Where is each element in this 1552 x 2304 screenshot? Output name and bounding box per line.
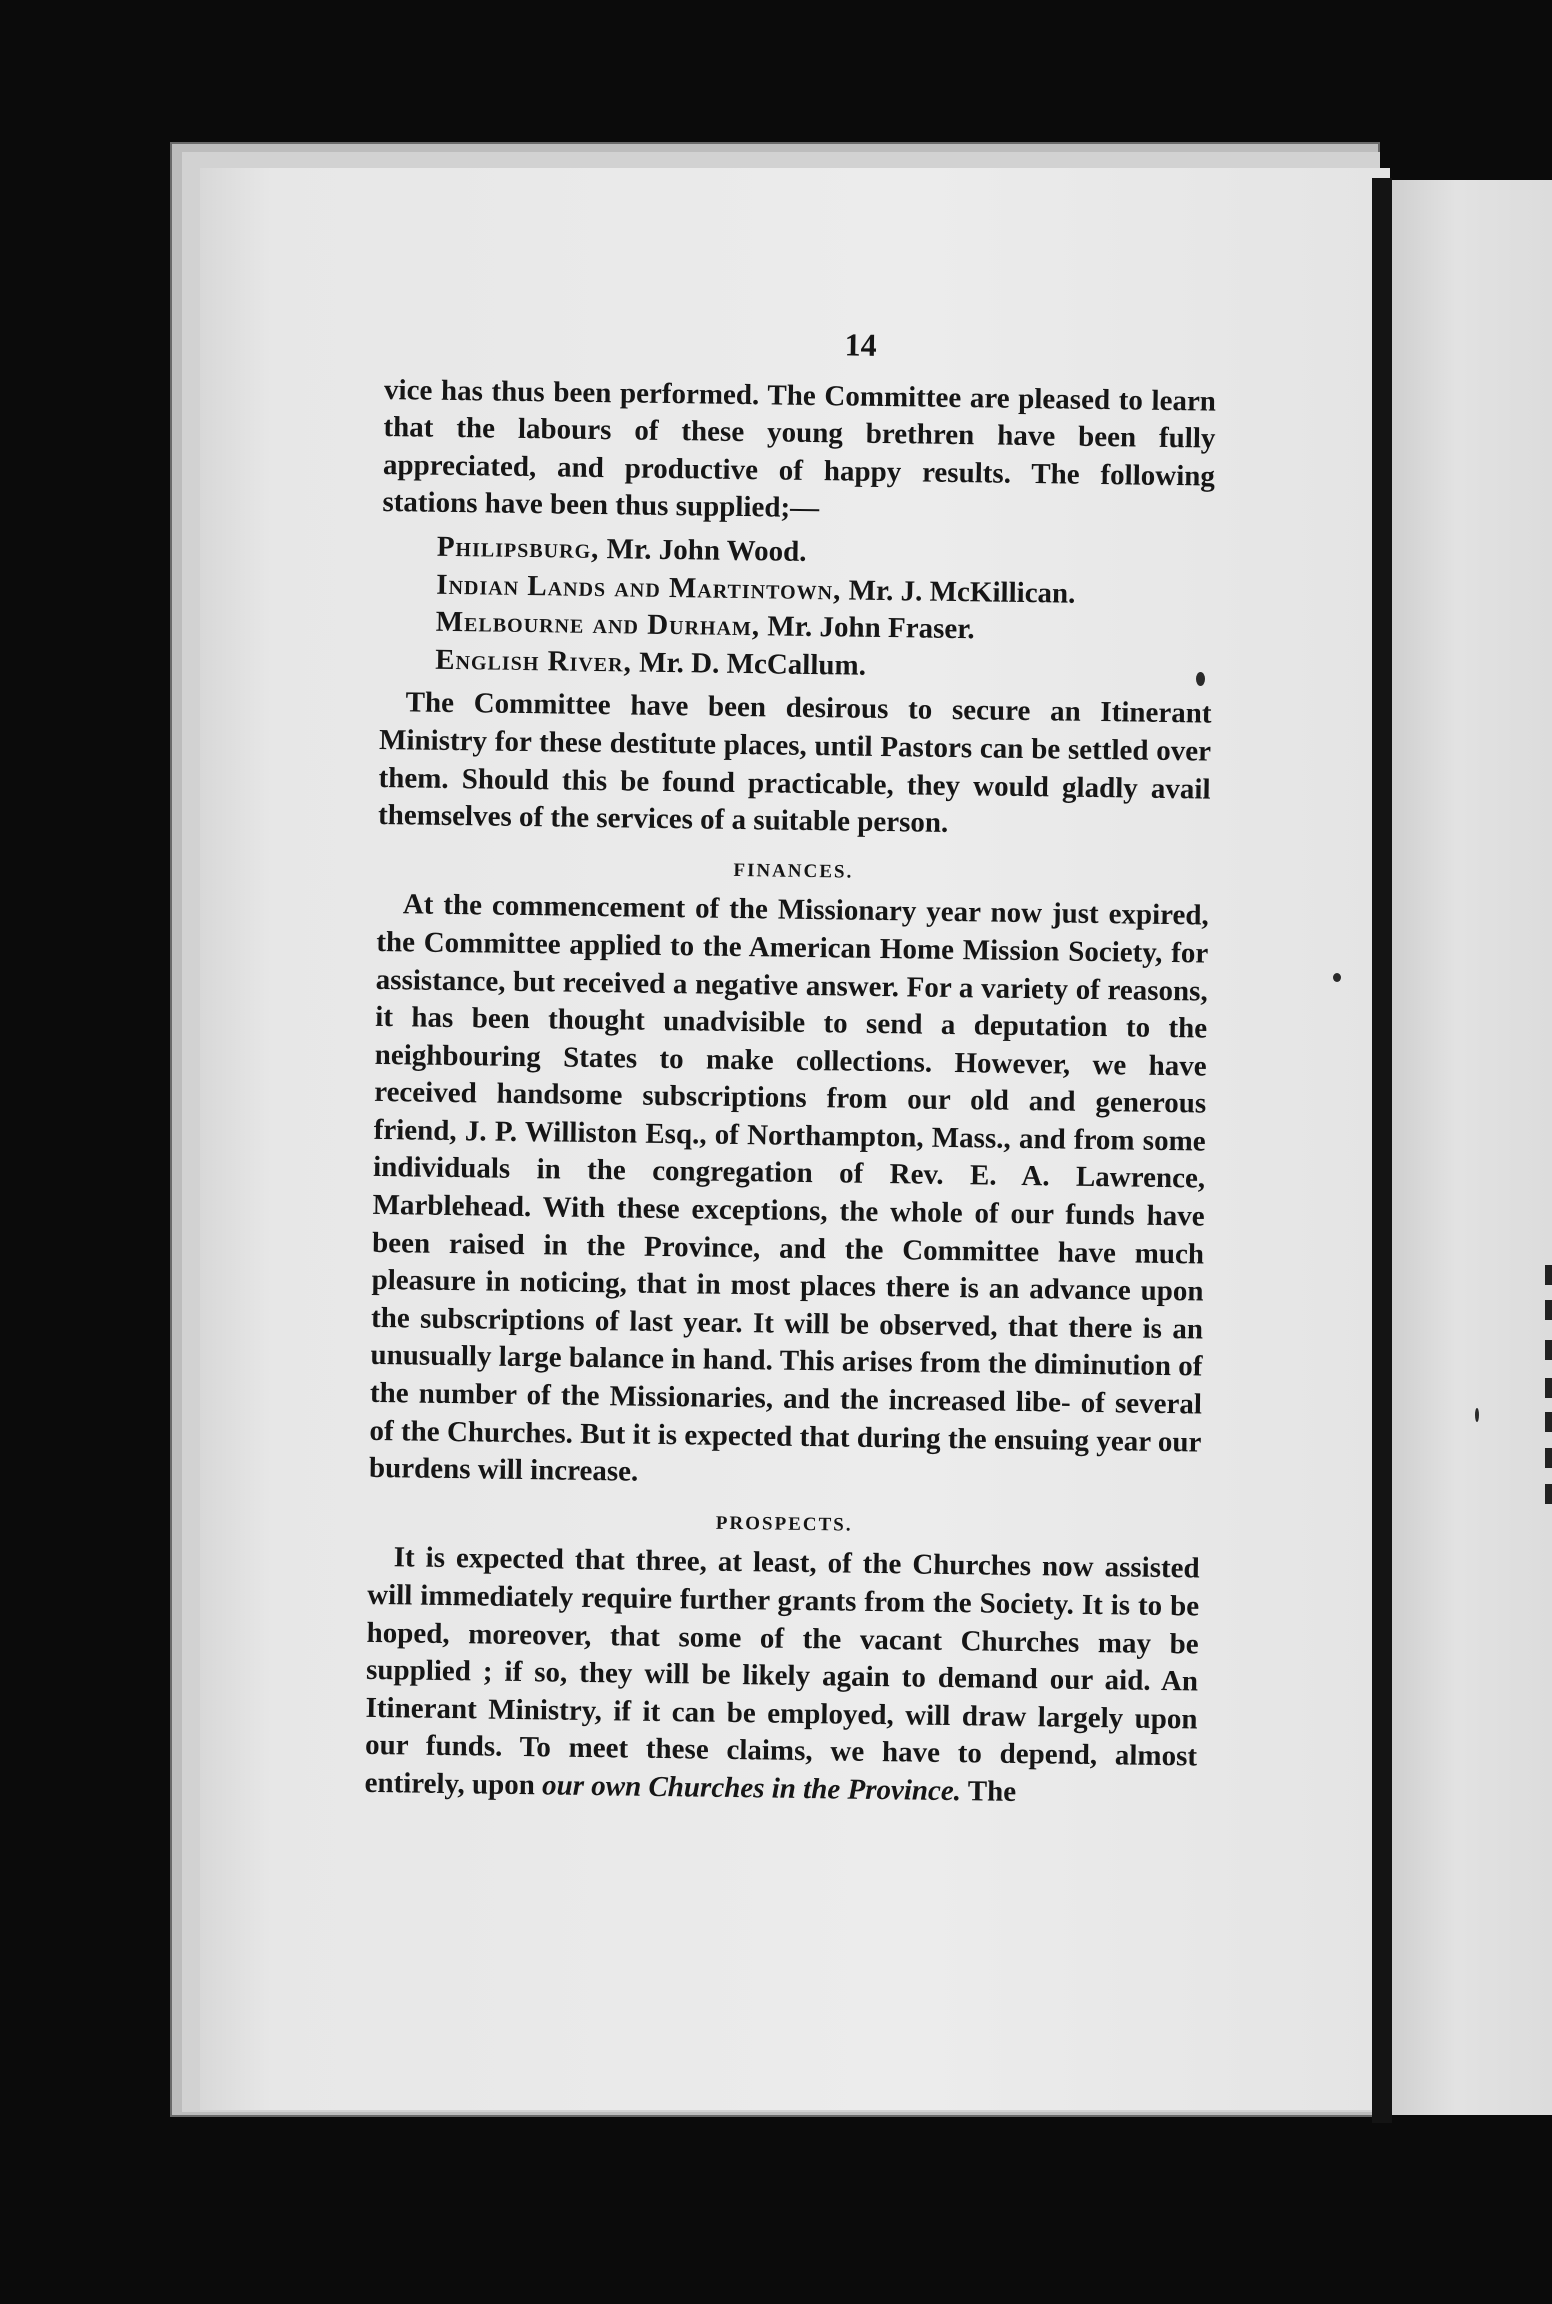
page-number: 14	[844, 326, 877, 363]
ink-speck	[1475, 1408, 1479, 1422]
section-heading-prospects: PROSPECTS.	[715, 1512, 853, 1536]
facing-page	[1392, 180, 1552, 2115]
paragraph-prospects	[364, 1539, 1200, 1814]
prospects-trailing-text: The	[960, 1775, 1017, 1808]
prospects-text: It is expected that three, at least, of the Churches now assisted will immediately require further grants from the Society. It is to be hoped, moreover, that some of the vacant Churches may be supplied ; if so, they will be likely again to demand our aid. An Itinerant Ministry, if it can be employed, will draw largely upon our funds. To meet these claims, we have to depend, almost entirely, upon	[364, 1541, 1200, 1802]
station-place: Melbourne and Durham,	[435, 605, 761, 643]
station-place: Philipsburg,	[436, 530, 600, 565]
station-minister: Mr. John Wood.	[599, 532, 807, 568]
book-gutter	[1372, 178, 1392, 2123]
station-minister: Mr. J. McKillican.	[841, 573, 1076, 610]
station-minister: Mr. D. McCallum.	[631, 646, 867, 682]
ink-speck	[1333, 973, 1341, 982]
paragraph-intro: vice has thus been performed. The Committee are pleased to learn that the labours of these young brethren have been fully appreciated, and productive of happy results. The following stations have been thus supplied;—	[382, 373, 1217, 525]
station-place: English River,	[435, 643, 633, 679]
paragraph-finances: At the commencement of the Missionary year now just expired, the Committee applied to the American Home Mission Society, for assistance, but received a negative answer. For a variety of reasons, it has been thought unadvisible to send a deputation to the neighbouring States to make collections. However, we have received handsome subscriptions from our old and generous friend, J. P. Williston Esq., of Northampton, Mass., and from some individuals in the congregation of Rev. E. A. Lawrence, Marblehead. With these exceptions, the whole of our funds have been raised in the Province, and the Committee have much pleasure in noticing, that in most places there is an advance upon the subscriptions of last year. It will be observed, that there is an unusually large balance in hand. This arises from the diminution of the number of the Missionaries, and the increased libe- of several of the Churches. But it is expected that during the ensuing year our burdens will increase.	[368, 888, 1209, 1488]
page-text	[364, 320, 1217, 1814]
paragraph-itinerant: The Committee have been desirous to secure an Itinerant Ministry for these destitute places, until Pastors can be settled over them. Should this be found practicable, they would gladly avail themselves of the services of a suitable person.	[377, 686, 1212, 840]
station-minister: Mr. John Fraser.	[759, 610, 975, 646]
section-heading-finances: FINANCES.	[733, 859, 854, 883]
station-place: Indian Lands and Martintown,	[436, 568, 842, 606]
prospects-italic-text: our own Churches in the Province.	[541, 1769, 962, 1808]
stations-list	[380, 528, 1214, 690]
